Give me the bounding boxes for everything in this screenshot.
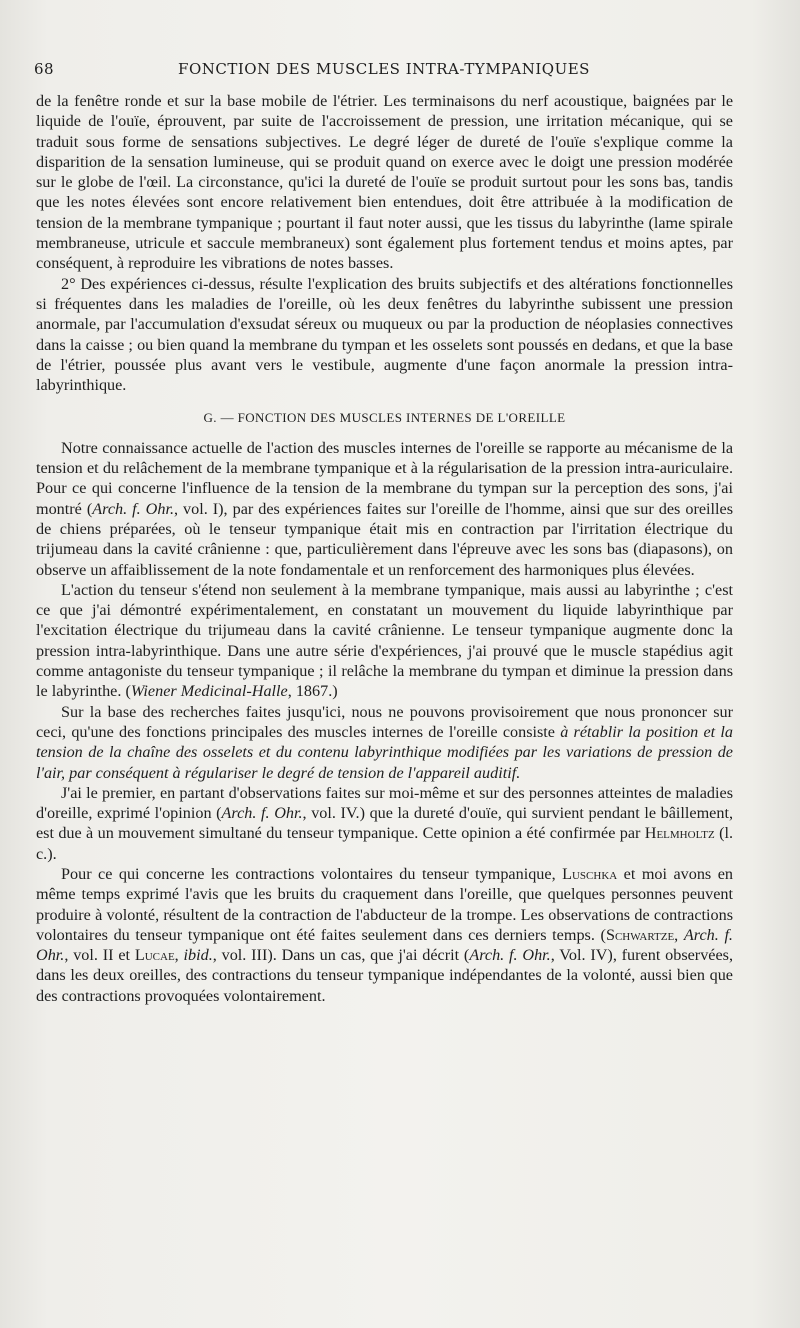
author-name: Lucae [134,946,175,965]
paragraph-functions: Sur la base des recherches faites jusqu'ici, nous ne pouvons provisoirement que nous prononcer sur ceci, qu'une des fonctions principales des muscles internes de l'oreille consiste à rétablir la position et la tension de la chaîne des osselets et du contenu labyrinthique modifiées par les variations de pression de l'air, par conséquent à régulariser le degré de tension de l'appareil auditif. [36,702,734,782]
paragraph-voluntary: Pour ce qui concerne les contractions volontaires du tenseur tympanique, Luschka et moi avons en même temps exprimé l'avis que les bruits du craquement dans l'oreille, que quelques personnes peuvent produire à volonté, résultent de la contraction de l'abducteur de la trompe. Les observations de contractions volontaires du tenseur tympanique ont été faites seulement dans ces derniers temps. (Schwartze, Arch. f. Ohr., vol. II et Lucae, ibid., vol. III). Dans un cas, que j'ai décrit (Arch. f. Ohr., Vol. IV), furent observées, dans les deux oreilles, des contractions du tenseur tympanique indépendantes de la volonté, aussi bien que des contractions provoquées volontairement. [36,864,734,1005]
paragraph-point-2: 2° Des expériences ci-dessus, résulte l'explication des bruits subjectifs et des altérations fonctionnelles si fréquentes dans les maladies de l'oreille, où les deux fenêtres du labyrinthe subissent une pression anormale, par l'accumulation d'exsudat séreux ou muqueux ou par la production de néoplasies connectives dans la caisse ; ou bien quand la membrane du tympan et les osselets sont poussés en dedans, et que la base de l'étrier, poussée plus avant vers le vestibule, augmente d'une façon anormale la pression intra-labyrinthique. [36,274,733,395]
citation: Arch. f. Ohr. [469,946,551,965]
paragraph-labyrinth: L'action du tenseur s'étend non seulement à la membrane tympanique, mais aussi au labyrinthe ; c'est ce que j'ai démontré expérimentalement, en constatant un mouvement du liquide labyrinthique par l'excitation électrique du trijumeau dans la cavité crânienne. Le tenseur tympanique augmente donc la pression intra-labyrinthique. Dans une autre série d'expériences, j'ai prouvé que le muscle stapédius agit comme antagoniste du tenseur tympanique ; il relâche la membrane du tympan et diminue la pression dans le labyrinthe. (Wiener Medicinal-Halle, 1867.) [36,580,733,701]
author-name: Luschka [562,864,618,883]
running-title: FONCTION DES MUSCLES INTRA-TYMPANIQUES [178,60,590,78]
citation: Arch. f. Ohr. [92,499,175,518]
section-heading: G. — FONCTION DES MUSCLES INTERNES DE L'OREILLE [203,410,566,426]
paragraph-continued: de la fenêtre ronde et sur la base mobile de l'étrier. Les terminaisons du nerf acoustique, baignées par le liquide de l'ouïe, éprouvent, par suite de l'accroissement de pression, une irritation mécanique, qui se traduit sous forme de sensations subjectives. Le degré léger de dureté de l'ouïe s'explique comme la disparition de la sensation lumineuse, qui se produit quand on exerce avec le doigt une pression modérée sur le globe de l'œil. La circonstance, qu'ici la dureté de l'ouïe se produit surtout pour les sons bas, tandis que les notes élevées sont encore relativement bien entendues, doit être attribuée à la modification de tension de la membrane tympanique ; pourtant il faut noter aussi, que les tissus du labyrinthe (lame spirale membraneuse, utricule et saccule membraneux) sont également plus fortement tendus et moins aptes, par conséquent, à reproduire les vibrations de notes basses. [36,92,733,273]
citation: ibid. [183,946,213,965]
paragraph-tension: Notre connaissance actuelle de l'action des muscles internes de l'oreille se rapporte au mécanisme de la tension et du relâchement de la membrane tympanique et à la régularisation de la pression intra-auriculaire. Pour ce qui concerne l'influence de la tension de la membrane du tympan sur la perception des sons, j'ai montré (Arch. f. Ohr., vol. I), par des expériences faites sur l'oreille de l'homme, ainsi que sur des oreilles de chiens préparées, où le tenseur tympanique était mis en contraction par l'irritation électrique du trijumeau dans la cavité crânienne : que, particulièrement dans l'épreuve avec les sons bas (diapasons), on observe un affaiblissement de la note fondamentale et un renforcement des harmoniques plus élevées. [36,438,733,579]
page-number: 68 [34,60,55,78]
citation: Wiener Medicinal-Halle [130,682,288,701]
running-header [34,60,734,84]
citation: Arch. f. Ohr. [36,925,733,965]
page-body [36,91,733,1006]
emphasis: à rétablir la position et la tension de la chaîne des osselets et du contenu labyrinthique modifiées par les variations de pression de l'air, par conséquent à régulariser le degré de tension de l'appareil auditif. [36,722,734,782]
author-name: Helmholtz [644,824,715,843]
author-name: Schwartze [605,925,675,944]
paragraph-yawning: J'ai le premier, en partant d'observations faites sur moi-même et sur des personnes atteintes de maladies d'oreille, exprimé l'opinion (Arch. f. Ohr., vol. IV.) que la dureté d'ouïe, qui survient pendant le bâillement, est due à un mouvement simultané du tenseur tympanique. Cette opinion a été confirmée par Helmholtz (l. c.). [36,783,734,863]
citation: Arch. f. Ohr. [221,804,303,823]
